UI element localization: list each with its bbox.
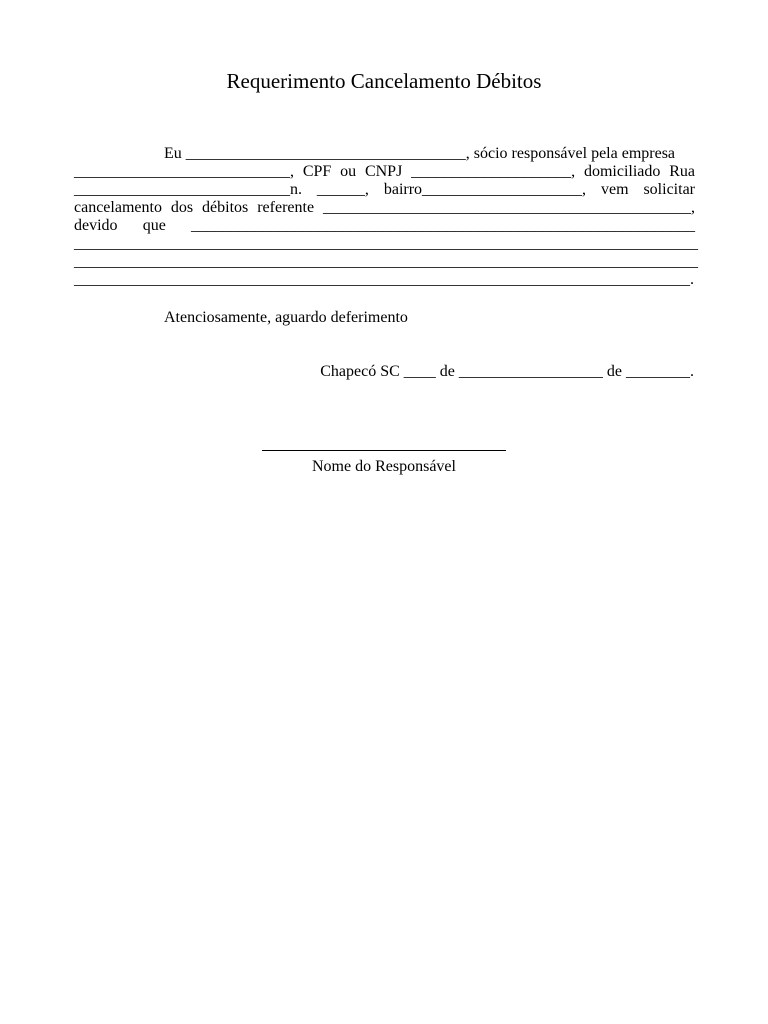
signature-label: Nome do Responsável [312, 458, 456, 475]
request-body [74, 145, 698, 289]
body-line-6: ______________________________________________________________________________ [74, 235, 698, 252]
body-line-3: ___________________________n. ______, bairro____________________, vem solicitar [74, 181, 695, 198]
body-line-2: ___________________________, CPF ou CNPJ ____________________, domiciliado Rua [74, 163, 695, 180]
body-line-8: _____________________________________________________________________________. [74, 271, 694, 288]
body-line-7: ______________________________________________________________________________ [74, 253, 698, 270]
document-title: Requerimento Cancelamento Débitos [226, 69, 542, 93]
date-line: Chapecó SC ____ de __________________ de ________. [320, 363, 694, 380]
body-line-1: Eu ___________________________________, sócio responsável pela empresa [164, 145, 676, 162]
signature-block [0, 434, 768, 476]
signature-line [262, 434, 506, 451]
closing-text: Atenciosamente, aguardo deferimento [164, 309, 408, 326]
body-line-4: cancelamento dos débitos referente ______________________________________________, [74, 199, 695, 216]
body-line-5: devido que _______________________________________________________________ [74, 217, 695, 234]
